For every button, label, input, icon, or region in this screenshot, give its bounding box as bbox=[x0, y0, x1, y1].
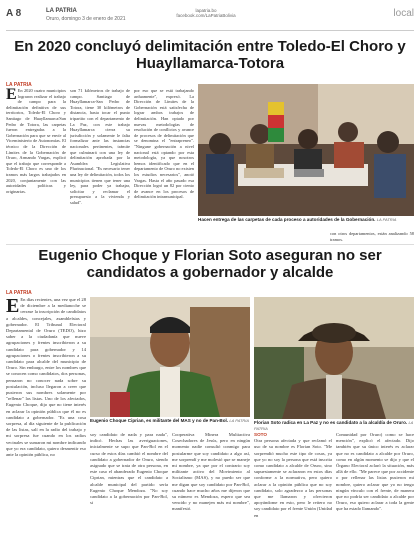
article1-col4: con otros departamentos, están analizando 58 tramos. bbox=[330, 231, 414, 241]
article1-headline: En 2020 concluyó delimitación entre Toledo-El Choro y Huayllamarca-Totora bbox=[14, 38, 406, 72]
social-links bbox=[146, 8, 266, 18]
article2-col3: Cooperativa Minera Multiactiva Cosechadores de Jesús, pero en ningún momento nadie consultó conmigo para postularme que soy candidato a algo así, me sorprendí y me molestó que se maneje mi nombre, ya que por el contrario soy militante activo del Movimiento al Socialismo (MAS), y no puedo ser que me digan que soy candidato por Pan-Bol, cuando hace mucho años me dijeron que su número es Mendoza, espero que sea vencido y no manejen más mi nombre", manifestó. bbox=[172, 432, 250, 512]
section-label: local bbox=[393, 8, 414, 19]
article-divider bbox=[6, 244, 414, 245]
article2-subheading: SOTO bbox=[254, 432, 267, 437]
article2-photo1 bbox=[90, 297, 250, 417]
article2-col4: SOTO Otra persona afectada y que reclamó el uso de su nombre es Florian Soto. "Me sorprendió mucho este tipo de cosas, ya que yo no soy la persona que está inscrita como candidato a alcalde de Oruro, sino supuestamente se aclararon en estos días conforme a la normativa, pero quiero aclarar a la opinión pública que no soy candidato, solo agradezco a las personas que me llamaron y ofrecieron apoyándome en esto, pero le reitero no soy candidato por el frente Unión (Unidad en bbox=[254, 432, 332, 518]
website-link[interactable]: lapatria.bo bbox=[195, 8, 217, 13]
facebook-link[interactable]: facebook.com/LaPatriaBolivia bbox=[176, 13, 236, 18]
article2-photo2 bbox=[254, 297, 414, 419]
article2-col5: Comunidad por Oruro) como se hace mención", explicó el afectado. Dijo también que su único interés es aclarar que no es candidato a alcalde por Oruro, como en algún momento se dijo y que el Órgano Electoral aclaró la situación, más allá de ello. "Me parece que por accidente o por rellenar las listas pusieron mi nombre, quiero aclarar que yo no tengo ningún vínculo con el frente, de manera que no podría ser candidato a alcalde por Oruro, eso quiero aclarar a toda la gente que ha estado llamando". bbox=[336, 432, 414, 512]
page-header bbox=[6, 8, 414, 28]
article2-photo2-caption: Florian Soto radica en La Paz y no es candidato a la alcaldía de Oruro. LA PATRIA bbox=[254, 420, 414, 431]
page-number: A 8 bbox=[6, 8, 22, 19]
article1-byline: LA PATRIA bbox=[6, 82, 32, 88]
portrait-florian-soto bbox=[254, 297, 414, 419]
publication-date: Oruro, domingo 3 de enero de 2021 bbox=[46, 16, 126, 22]
article2-col1: E En días recientes, una vez que el 28 de diciembre a la medianoche se cerrase la inscripción de candidatos a alcaldes, concejales, asambleístas y gobernador. El Tribunal Electoral Departamental de Oruro (TEDO), hizo saber a la ciudadanía que nueve agrupaciones y frentes inscribieron a su candidato para gobernador y 14 agrupaciones o frentes inscribieron a su candidato para alcalde del municipio de Oruro. Sin embargo, entre los nombres que se conocen como candidatos, dos personas, pensaron no conocer nada sobre su postulación, incluso llegaron a creer que pusieron sus nombres solamente por "rellenar" las listas. Uno de los afectados, Eugenio Choque, dijo que no tiene interés en aclarar la opinión pública que él no es candidato a gobernador. "Es una cosa sorpresa, al día siguiente de la publicación de las listas, salí en la radio del trabajo y mi sorpresa fue cuando en los radios vecinales se sumaron mi nombre indicando que yo era candidato, quiero desmentir eso ante la opinión pública, no bbox=[6, 297, 86, 458]
article1-col3: por eso que se está trabajando arduamente", expresó. La Dirección de Límites de la Gobernación está satisfecha de lograr ambos trabajos de delimitación. Han optado por nuevas metodologías de resolución de conflictos y avance de procesos de delimitación que se denomina el "entrapreneo". "Ningune gobernación a nivel nacional está optando por esta metodología, ya que nosotros hemos identificado que en el departamento de Oruro no existen los estudios necesarios", anotó Vargas. Hasta el año pasado esa Dirección logró un 82 por ciento de avance en los procesos de delimitación intramunicipal. bbox=[134, 88, 194, 200]
article2-photo1-caption: Eugenio Choque Ciprian, es militante del MAS y no de Pan-Bol. LA PATRIA bbox=[90, 418, 250, 423]
portrait-eugenio-choque bbox=[90, 297, 250, 417]
meeting-photo bbox=[198, 84, 414, 216]
article2-dropcap: E bbox=[6, 297, 20, 317]
article2-col2: soy candidato de nada y para nada", indicó. Hechas las averiguaciones, inicialmente se supo que Pan-Bol en el curso de estos días cambió el nombre del candidato a gobernador de Oruro, siendo asignado que se trata de otra persona, en este caso el abanderado Eugenio Choque Ciprian, mientras que el candidato a alcalde municipal del partido sería Eugenio Choque Mendoza. "No soy candidato a la gobernación por Pan-Bol, si bbox=[90, 432, 168, 506]
article2-headline: Eugenio Choque y Florian Soto aseguran no ser candidatos a gobernador y alcalde bbox=[38, 247, 382, 281]
article1-caption: Hacen entrega de las carpetas de cada proceso a autoridades de la Gobernación. LA PATRIA bbox=[198, 217, 397, 222]
header-divider bbox=[6, 30, 414, 31]
article1-dropcap: E bbox=[6, 88, 17, 103]
article2-byline: LA PATRIA bbox=[6, 290, 32, 296]
article1-photo bbox=[198, 84, 414, 216]
article1-col2: son 71 kilómetros de trabajo de campo. Santiago de Huayllamarca-San Pedro de Totora, tiene 30 kilómetros de distancia, hasta tocar el punto tripartito con el departamento de La Paz, con este trabajo Huayllamarca cierra su jurisdicción y solamente le falta formalizar ante las instancias nacionales pertinentes, trámite que culminará con una ley de delimitación aprobada por la Asamblea Legislativa Plurinacional. "Es necesario tener una ley de delimitación, todos los municipios tienen que tener una ley, para poder ya trabajar, solicitar y reclamar el presupuesto a la vivienda y salud". bbox=[70, 88, 130, 205]
article1-col1: E En 2020 cuatro municipios lograron realizar el trabajo de campo para la delimitación definitiva de sus territorios, Toledo-El Choro y Santiago de Huayllamarca/San Pedro de Totora, las carpetas fueron entregadas a la Gobernación para que se envíe al Viceministerio de Autonomías. El técnico de la Dirección de Límites de la Gobernación de Oruro, Armando Vargas, explicó que el trabajo que corresponde a Toledo-El Choro es uno de los tramos más largos trabajados en 2020, conjuntamente con las autoridades políticas y originarias. bbox=[6, 88, 66, 194]
publication-name: LA PATRIA bbox=[46, 8, 77, 14]
